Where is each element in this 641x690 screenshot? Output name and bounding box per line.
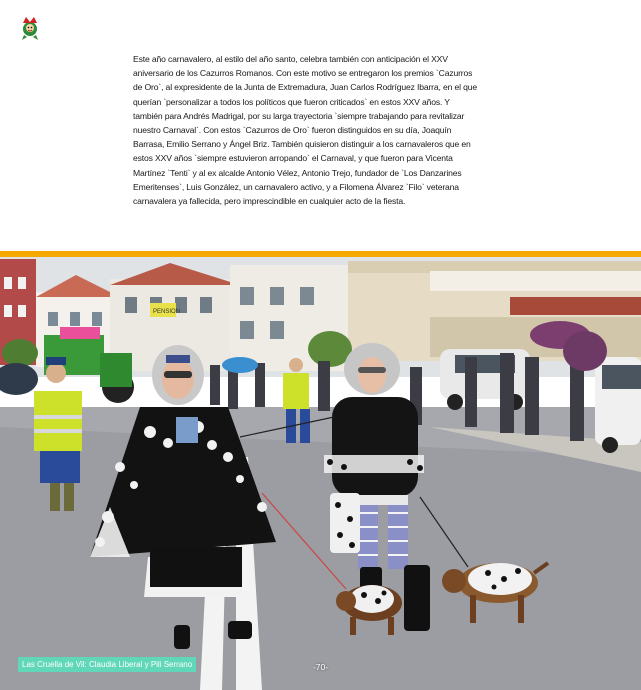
article-body: Este año carnavalero, al estilo del año santo, celebra también con anticipación el XXV aniversario de los Cazurros Romanos. Con este motivo se entregaron los premios `Cazurros de Oro`, al expresidente de la Junta de Extremadura, Juan Carlos Rodríguez Ibarra, en el que querían `personalizar a todos los políticos que fueron criticados` en estos XXV años. Y también para Andrés Madrigal, por su larga trayectoria `siempre trabajando para revitalizar nuestro Carnaval`. Con estos `Cazurros de Oro` fueron distinguidos en su día, Joaquín Barrasa, Emilio Serrano y Ángel Briz. También quisieron distinguir a los carnavaleros que en estos XXV años `siempre estuvieron arropando` el Carnaval, y que fueron para Vicenta Martínez `Tenti` y al ex alcalde Antonio Vélez, Antonio Trejo, fundador de `Los Danzarines Emeritenses`, Luis González, un carnavalero activo, y a Filomena Álvarez `Filo` veterana carnavalera ya fallecida, pero imprescindible en cualquier acto de la fiesta. [133,54,477,207]
page-number: -70- [312,662,329,672]
parade-photo [0,257,641,690]
shop-sign: PENSION [153,309,181,315]
photo-caption: Las Cruella de Vil: Claudia Liberal y Pili Serrano [18,657,196,672]
carnival-logo-icon [18,15,42,41]
